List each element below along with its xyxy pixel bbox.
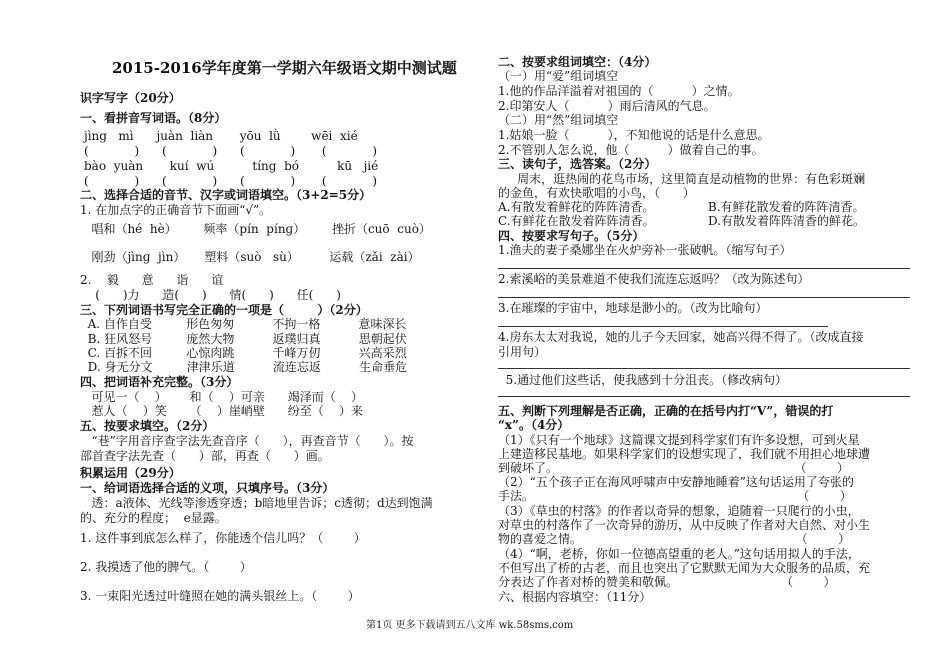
section-heading: 识字写字（20分） — [80, 91, 181, 105]
option-row: A. 自作自受 形色匆匆 不拘一格 意味深长 — [80, 317, 407, 331]
question-text: 1. 在加点字的正确音节下面画“√”。 — [80, 203, 272, 217]
answer-row: ( ) ( ) ( ) ( ) — [84, 144, 378, 158]
question-text: （2）“五个孩子正在海风呼啸声中安静地睡着”这句话运用了夸张的 — [498, 475, 854, 489]
question-text: 唱和（hé hè） 频率（pín pínɡ） 挫折（cuō cuò） — [80, 222, 431, 236]
question-text: 3.在璀璨的宇宙中，地球是渺小的。（改为比喻句） — [498, 301, 768, 315]
question-text: （二）用“然”组词填空 — [498, 113, 619, 127]
question-heading: 三、读句子，选答案。（2分） — [498, 157, 657, 171]
question-text: 1. 这件事到底怎么样了，你能透个信儿吗？（ ） — [80, 531, 366, 545]
option-row: D. 身无分文 津津乐道 流连忘返 生命垂危 — [80, 360, 408, 374]
pinyin-row: bào yuàn kuí wú tíng bó kū jié — [84, 159, 379, 173]
question-text: 透：a液体、光线等渗透穿透；b暗地里告诉；c透彻；d达到饱满 — [80, 496, 433, 510]
question-text: 3. 一束阳光透过叶缝照在她的满头银丝上。（ ） — [80, 589, 360, 603]
question-text: 周末，逛热闹的花鸟市场，这里简直是动植物的世界：有色彩斑斓 — [498, 172, 866, 186]
question-text: 2.不管别人怎么说，他（ ）做着自己的事。 — [498, 143, 764, 157]
section-heading: 积累运用（29分） — [80, 466, 181, 480]
option-row: A.有散发着鲜花的阵阵清香。 B.有鲜花散发着的阵阵清香。 — [498, 200, 865, 214]
page-footer: 第1页 更多下载请到五八文库 wk.58sms.com — [366, 620, 574, 631]
answer-line[interactable] — [498, 268, 910, 269]
question-text: （一）用“爱”组词填空 — [498, 69, 619, 83]
answer-row: ( )力 造( ) 情( ) 任( ) — [80, 288, 341, 302]
answer-row: ( ) ( ) ( ) ( ) — [84, 174, 378, 188]
question-text: 1.他的作品洋溢着对祖国的（ ）之情。 — [498, 84, 740, 98]
question-heading: 五、按要求填空。（2分） — [80, 419, 215, 433]
question-heading: 三、下列词语书写完全正确的一项是（ ）（2分） — [80, 303, 368, 317]
question-heading: 五、判断下列理解是否正确，正确的在括号内打“V”，错误的打 — [498, 404, 834, 418]
option-row: C. 百拆不回 心惊肉跳 千峰万仞 兴高采烈 — [80, 346, 407, 360]
question-text: （4）“啊，老桥，你如一位德高望重的老人。”这句话用拟人的手法， — [498, 547, 860, 561]
question-text: 对草虫的村落作了一次奇异的游历，从中反映了作者对大自然、对小生 — [498, 518, 871, 532]
option-row: B. 狂风怒号 庞然大物 返璞归真 思朝起伏 — [80, 332, 407, 346]
question-text: 1.姑娘一脸（ ），不知他说的话是什么意思。 — [498, 128, 770, 142]
question-text: 六、根据内容填空：（11分） — [498, 590, 652, 604]
question-text: 刚劲（jìnɡ jìn） 塑料（suò sù） 运载（zǎi zài） — [80, 250, 420, 264]
question-text: 4.房东太太对我说，她的儿子今天回家，她高兴得不得了。（改成直接 — [498, 330, 864, 344]
question-text: 1.渔夫的妻子桑娜坐在火炉旁补一张破帆。（缩写句子） — [498, 243, 792, 257]
question-text: 2.印第安人（ ）雨后清风的气息。 — [498, 99, 716, 113]
question-text: 的金鱼，有欢快歌唱的小鸟，（ ） — [498, 186, 695, 200]
question-heading: 四、把词语补充完整。（3分） — [80, 375, 239, 389]
question-text: 2.索溪峪的美景难道不使我们流连忘返吗？（改为陈述句） — [498, 272, 810, 286]
question-text: 手法。 （ ） — [498, 489, 852, 503]
answer-line[interactable] — [498, 326, 828, 327]
question-heading: “x”。（4分） — [498, 418, 570, 432]
question-heading: 二、选择合适的音节、汉字或词语填空。（3+2=5分） — [80, 188, 372, 202]
answer-line[interactable] — [498, 396, 910, 397]
question-text: 2. 我摸透了他的脾气。（ ） — [80, 560, 252, 574]
question-text: 物的喜爱之情。 （ ） — [498, 532, 851, 546]
question-heading: 四、按要求写句子。（5分） — [498, 229, 645, 243]
question-text: “巷”字用音序查字法先查音序（ ），再查音节（ ）。按 — [80, 434, 414, 448]
pinyin-row: jìng mì juàn liàn yōu lǜ wēi xié — [84, 129, 358, 143]
question-text: 引用句） — [498, 345, 547, 359]
question-heading: 二、按要求组词填空：（4分） — [498, 55, 657, 69]
option-row: C.有鲜花在散发着阵阵清香。 D.有散发着阵阵清香的鲜花。 — [498, 214, 865, 228]
question-text: 上建造移民基地。如果科学家们的设想实现了，我们就不用担心地球遭 — [498, 447, 871, 461]
question-text: 2. 毅 意 诣 谊 — [80, 273, 224, 287]
answer-line[interactable] — [498, 368, 910, 369]
answer-line[interactable] — [498, 297, 910, 298]
question-text: 惹人（ ）笑 （ ）崖峭壁 纷至（ ）来 — [80, 404, 363, 418]
question-text: （1）《只有一个地球》这篇课文提到科学家们有许多设想，可到火星 — [498, 433, 860, 447]
question-text: （3）《草虫的村落》的作者以奇异的想象，追随着一只爬行的小虫， — [498, 504, 860, 518]
page-title: 2015-2016学年度第一学期六年级语文期中测试题 — [112, 59, 457, 77]
question-text: 可见一（ ） 和（ ）可亲 竭泽而（ ） — [80, 390, 363, 404]
question-text: 到破坏了。 （ ） — [498, 461, 850, 475]
question-heading: 一、看拼音写词语。（8分） — [80, 111, 227, 125]
question-heading: 一、给词语选择合适的义项，只填序号。（3分） — [80, 481, 335, 495]
question-text: 的、充分的程度； e显露。 — [80, 511, 227, 525]
question-text: 部首查字法先查（ ）部，再查（ ）画。 — [80, 449, 330, 463]
question-text: 分表达了作者对桥的赞美和敬佩。 （ ） — [498, 575, 836, 589]
question-text: 5.通过他们这些话，使我感到十分沮丧。（修改病句） — [498, 373, 788, 387]
question-text: 不但写出了桥的古老，而且也突出了它默默无闻为大众服务的品质，充 — [498, 561, 871, 575]
